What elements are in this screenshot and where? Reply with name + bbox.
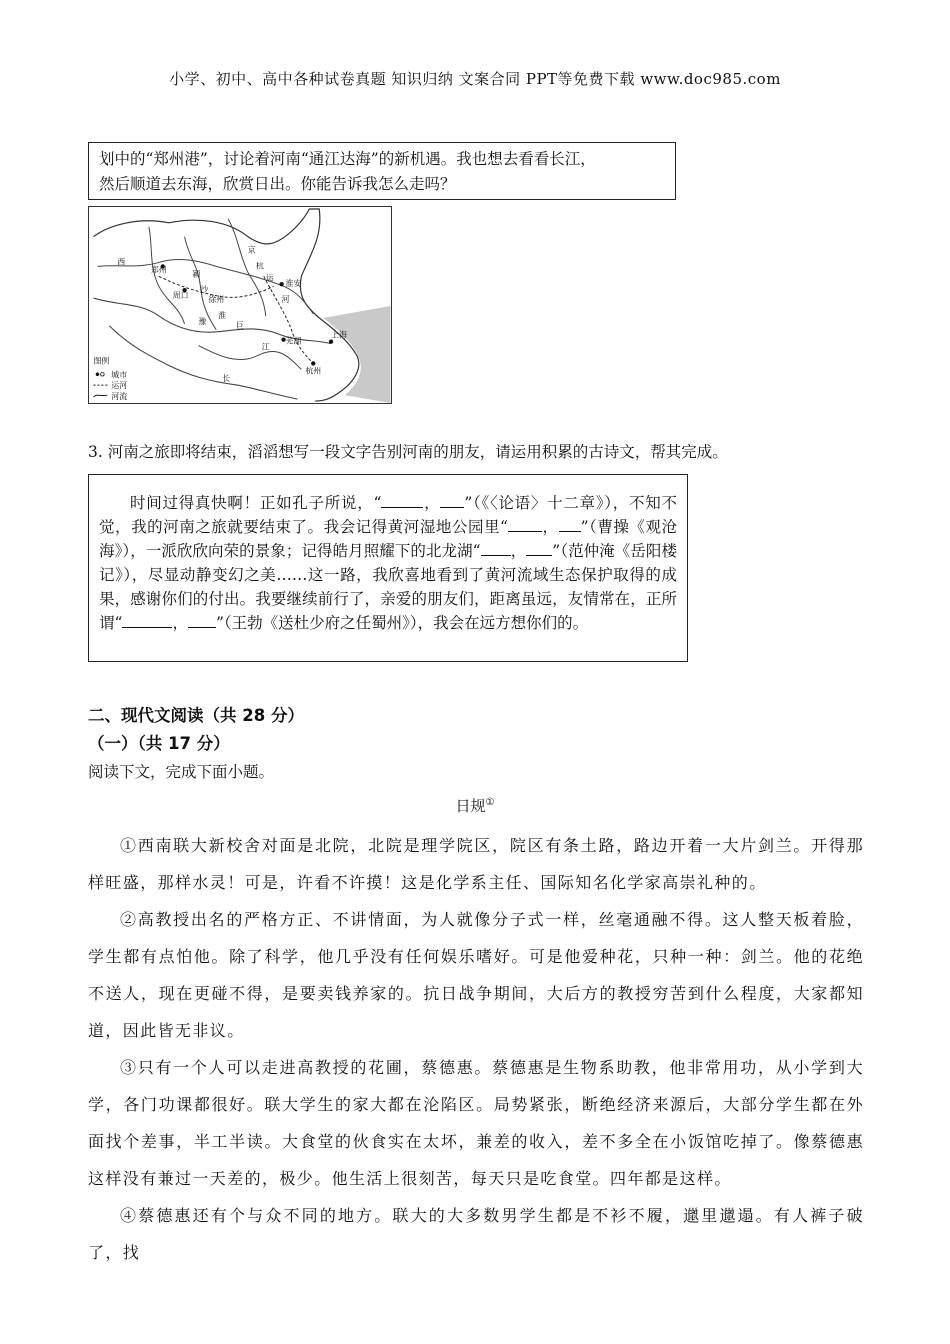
fill-in-box — [88, 474, 688, 662]
map-label-xuzhou: 徐州 — [208, 295, 225, 305]
map-label-huai: 淮 — [218, 310, 227, 320]
fill-text-3: ”（《〈论语〉十二章》），不知不觉，我的河南之旅就要结束了。我会记得黄河湿地公园里“ — [99, 494, 677, 536]
blank-5[interactable] — [481, 541, 511, 556]
subsection-1-title: （一）（共 17 分） — [88, 734, 230, 753]
city-marker-shanghai — [329, 339, 333, 343]
blank-3[interactable] — [508, 517, 542, 532]
map-label-huaian: 淮安 — [285, 279, 302, 289]
map-label-he: 河 — [281, 295, 290, 305]
article-title — [0, 795, 950, 816]
dialog-line-2: 然后顺道去东海，欣赏日出。你能告诉我怎么走吗？ — [99, 175, 456, 193]
fill-text-7: ”（范仲淹《岳阳楼记》），尽显动静变幻之美……这一路，我欣喜地看到了黄河流域生态保护取得的成果，感谢你们的付出。我要继续前行了，亲爱的朋友们，距离虽远，友情常在，正所谓“ — [99, 542, 677, 632]
map-label-yu: 豫 — [198, 316, 207, 326]
canal-dashed — [261, 276, 313, 363]
legend-title: 图例 — [93, 356, 110, 366]
canal-map — [88, 206, 392, 404]
fill-text-6: ， — [510, 542, 527, 560]
map-label-shanghai: 上海 — [331, 330, 347, 340]
fill-text-8: ， — [172, 614, 188, 632]
legend-river-symbol — [93, 395, 107, 397]
fill-text-2: ， — [423, 494, 441, 512]
page-header: 小学、初中、高中各种试卷真题 知识归纳 文案合同 PPT等免费下载 www.doc985.com — [169, 70, 781, 88]
city-marker-huaian — [279, 282, 283, 286]
river-line-4 — [185, 237, 217, 330]
article-title-note: ① — [485, 797, 495, 808]
article-paragraph-4: ④蔡德惠还有个与众不同的地方。联大的大多数男学生都是不衫不履，邋里邋遢。有人裤子破了，找 — [88, 1206, 864, 1262]
article-paragraph-2: ②高教授出名的严格方正、不讲情面，为人就像分子式一样，丝毫通融不得。这人整天板着脸，学生都有点怕他。除了科学，他几乎没有任何娱乐嗜好。可是他爱种花，只种一种：剑兰。他的花绝不送人，现在更碰不得，是要卖钱养家的。抗日战争期间，大后方的教授穷苦到什么程度，大家都知道，因此皆无非议。 — [88, 910, 864, 1040]
article-title-text: 日规 — [455, 797, 486, 815]
map-label-wuhu: 芜湖 — [285, 336, 302, 346]
city-marker-hangzhou — [311, 361, 315, 365]
map-label-ying: 颍 — [192, 269, 201, 279]
map-label-hang: 杭 — [255, 261, 264, 271]
river-line-3 — [149, 227, 185, 324]
map-label-xi: 西 — [117, 257, 126, 267]
dialog-box — [88, 142, 676, 200]
reading-instruction: 阅读下文，完成下面小题。 — [88, 763, 275, 781]
article-paragraph-3: ③只有一个人可以走进高教授的花圃，蔡德惠。蔡德惠是生物系助教，他非常用功，从小学到大学，各门功课都很好。联大学生的家大都在沦陷区。局势紧张，断绝经济来源后，大部分学生都在外面找个差事，半工半读。大食堂的伙食实在太坏，兼差的收入，差不多全在小饭馆吃掉了。像蔡德惠这样没有兼过一天差的，极少。他生活上很刻苦，每天只是吃食堂。四年都是这样。 — [88, 1058, 864, 1188]
fill-text-1: 时间过得真快啊！正如孔子所说，“ — [130, 494, 382, 512]
legend-river: 河流 — [111, 392, 128, 402]
dialog-line-1: 划中的“郑州港”，讨论着河南“通江达海”的新机遇。我也想去看看长江， — [99, 150, 596, 168]
blank-7[interactable] — [122, 613, 172, 628]
blank-1[interactable] — [381, 493, 423, 508]
map-label-jing: 京 — [247, 245, 256, 255]
fill-in-paragraph — [99, 491, 677, 635]
article-paragraph-1: ①西南联大新校舍对面是北院，北院是理学院区，院区有条土路，路边开着一大片剑兰。开得那样旺盛，那样水灵！可是，许看不许摸！这是化学系主任、国际知名化学家高崇礼种的。 — [88, 836, 864, 892]
fill-text-9: ”（王勃《送杜少府之任蜀州》），我会在远方想你们的。 — [215, 614, 589, 632]
map-label-sha: 沙 — [200, 285, 209, 295]
legend-canal: 运河 — [111, 381, 128, 391]
question-3: 3. 河南之旅即将结束，滔滔想写一段文字告别河南的朋友，请运用积累的古诗文，帮其完成。 — [88, 443, 728, 461]
map-label-zhoukou: 周口 — [172, 291, 189, 301]
map-label-yun: 运 — [265, 273, 274, 283]
section-2-title: 二、现代文阅读（共 28 分） — [88, 706, 304, 725]
legend-city: 城市 — [111, 370, 128, 380]
fill-text-4: ， — [541, 518, 559, 536]
legend-city-symbol — [96, 373, 100, 377]
map-label-hangzhou: 杭州 — [305, 366, 322, 376]
map-label-ju: 巨 — [236, 320, 244, 330]
map-label-chang: 长 — [222, 374, 231, 384]
river-line-7 — [198, 346, 301, 370]
legend-city-symbol-2 — [101, 373, 105, 377]
map-label-zhengzhou: 郑州 — [150, 265, 167, 275]
river-line-5 — [109, 326, 297, 402]
blank-6[interactable] — [526, 541, 552, 556]
blank-2[interactable] — [440, 493, 464, 508]
article-body — [88, 827, 864, 1271]
map-label-jiang: 江 — [261, 342, 270, 352]
blank-4[interactable] — [559, 517, 581, 532]
fill-text-5: ”（曹操《观沧海》），一派欣欣向荣的景象；记得皓月照耀下的北龙湖“ — [99, 518, 677, 560]
blank-8[interactable] — [188, 613, 216, 628]
